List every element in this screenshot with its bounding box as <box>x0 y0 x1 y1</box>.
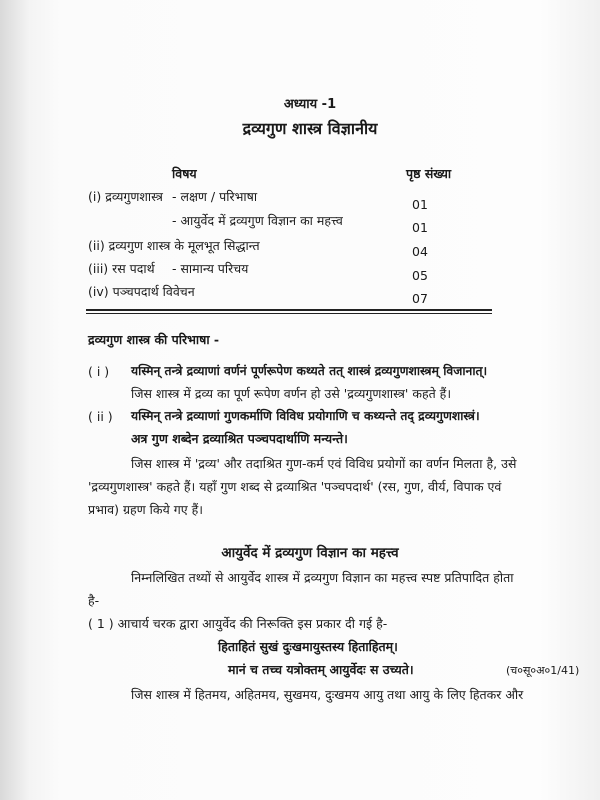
paragraph-line: 'द्रव्यगुणशास्त्र' कहते हैं। यहाँ गुण शब्द से द्रव्याश्रित 'पञ्चपदार्थ' (रस, गुण, वीर्य, विपाक एवं <box>88 479 502 494</box>
chapter-title: द्रव्यगुण शास्त्र विज्ञानीय <box>242 119 378 138</box>
importance-heading: आयुर्वेद में द्रव्यगुण विज्ञान का महत्त्व <box>221 545 399 561</box>
verse-line: मानं च तच्च यत्रोक्तम् आयुर्वेदः स उच्यते। <box>228 662 414 677</box>
divider <box>86 309 492 311</box>
toc-sub: - सामान्य परिचय <box>172 261 249 276</box>
toc-header-subject: विषय <box>172 166 197 181</box>
sanskrit-text: यस्मिन् तन्त्रे द्रव्याणां वर्णनं पूर्णरूपेण कथ्यते तत् शास्त्रं द्रव्यगुणशास्त्रम् विजानात्। <box>131 364 488 378</box>
point-1: ( 1 ) आचार्य चरक द्वारा आयुर्वेद की निरूक्ति इस प्रकार दी गई है- <box>88 616 388 631</box>
toc-header-page: पृष्ठ संख्या <box>406 166 452 181</box>
sanskrit-text: यस्मिन् तन्त्रे द्रव्याणां गुणकर्माणि विविध प्रयोगाणि च कथ्यन्ते तद् द्रव्यगुणशास्त्रं। <box>131 409 480 423</box>
toc-page: 05 <box>412 268 428 283</box>
paragraph-line: है- <box>88 593 100 608</box>
toc-label: (iv) पञ्चपदार्थ विवेचन <box>88 284 195 299</box>
toc-sub: - लक्षण / परिभाषा <box>172 189 258 204</box>
toc-page: 07 <box>412 291 428 306</box>
citation: (च०सू०अ०1/41) <box>506 664 580 677</box>
divider <box>86 313 492 314</box>
toc-page: 04 <box>412 244 428 259</box>
sanskrit-text: अत्र गुण शब्देन द्रव्याश्रित पञ्चपदार्थाणि मन्यन्ते। <box>131 431 348 446</box>
item-number: ( ii ) <box>88 409 113 424</box>
paragraph-line: प्रभाव) ग्रहण किये गए हैं। <box>88 502 203 517</box>
verse-line: हिताहितं सुखं दुःखमायुस्तस्य हिताहितम्। <box>218 639 398 654</box>
definition-heading: द्रव्यगुण शास्त्र की परिभाषा - <box>88 332 220 347</box>
paragraph-line: जिस शास्त्र में 'द्रव्य' और तदाश्रित गुण-कर्म एवं विविध प्रयोगों का वर्णन मिलता है, उसे <box>131 456 517 471</box>
toc-label: (i) द्रव्यगुणशास्त्र <box>88 189 163 204</box>
toc-label: (ii) द्रव्यगुण शास्त्र के मूलभूत सिद्धान्त <box>88 238 260 253</box>
item-number: ( i ) <box>88 364 110 379</box>
toc-sub: - आयुर्वेद में द्रव्यगुण विज्ञान का महत्त्व <box>172 213 343 228</box>
toc-label: (iii) रस पदार्थ <box>88 261 155 276</box>
hindi-text: जिस शास्त्र में द्रव्य का पूर्ण रूपेण वर्णन हो उसे 'द्रव्यगुणशास्त्र' कहते हैं। <box>131 386 452 401</box>
paragraph-line: निम्नलिखित तथ्यों से आयुर्वेद शास्त्र में द्रव्यगुण विज्ञान का महत्त्व स्पष्ट प्रतिपादित होता <box>131 570 514 585</box>
toc-page: 01 <box>412 220 428 235</box>
chapter-number: अध्याय -1 <box>283 97 337 112</box>
paragraph-line: जिस शास्त्र में हितमय, अहितमय, सुखमय, दुःखमय आयु तथा आयु के लिए हितकर और <box>131 687 524 702</box>
toc-page: 01 <box>412 197 428 212</box>
